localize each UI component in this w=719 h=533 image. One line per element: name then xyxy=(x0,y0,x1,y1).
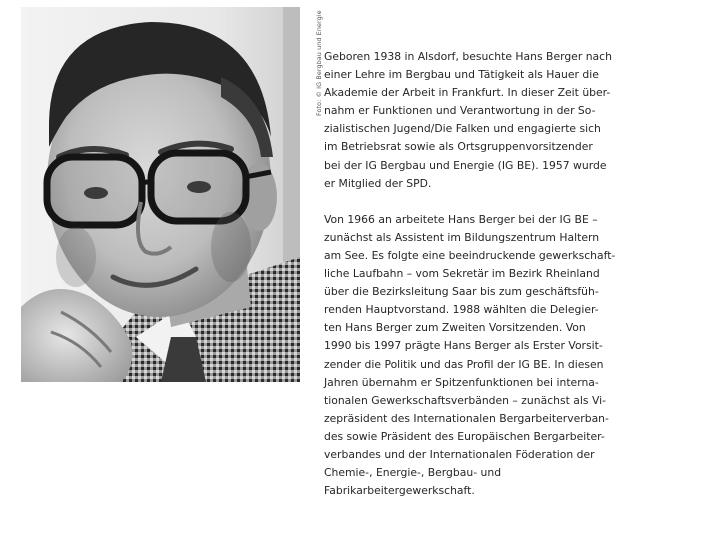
text-line: nahm er Funktionen und Verantwortung in der So- xyxy=(324,104,596,118)
bio-paragraph-2 xyxy=(324,211,614,501)
text-line: tionalen Gewerkschaftsverbänden – zunächst als Vi- xyxy=(324,393,607,407)
portrait-photo xyxy=(21,7,300,382)
text-line: zialistischen Jugend/Die Falken und engagierte sich xyxy=(324,122,601,136)
text-line: bei der IG Bergbau und Energie (IG BE). 1957 wurde xyxy=(324,158,607,172)
text-line: Jahren übernahm er Spitzenfunktionen bei interna- xyxy=(324,375,599,389)
text-line: zepräsident des Internationalen Bergarbeiterverban- xyxy=(324,411,609,425)
text-line: liche Laufbahn – vom Sekretär im Bezirk Rheinland xyxy=(324,267,600,281)
text-line: er Mitglied der SPD. xyxy=(324,176,432,190)
text-line: zender die Politik und das Profil der IG BE. In diesen xyxy=(324,357,604,371)
text-line: Akademie der Arbeit in Frankfurt. In dieser Zeit über- xyxy=(324,86,611,100)
text-line: Von 1966 an arbeitete Hans Berger bei der IG BE – xyxy=(324,212,598,226)
text-line: einer Lehre im Bergbau und Tätigkeit als Hauer die xyxy=(324,68,599,82)
photo-credit-text: Foto: © IG Bergbau und Energie xyxy=(315,10,323,116)
text-line: im Betriebsrat sowie als Ortsgruppenvorsitzender xyxy=(324,140,593,154)
text-line: Geboren 1938 in Alsdorf, besuchte Hans Berger nach xyxy=(324,50,612,63)
text-line: verbandes und der Internationalen Föderation der xyxy=(324,447,595,461)
text-line: renden Hauptvorstand. 1988 wählten die Delegier- xyxy=(324,303,599,317)
bio-paragraph-1 xyxy=(324,48,614,193)
text-line: Chemie-, Energie-, Bergbau- und xyxy=(324,466,502,480)
text-line: zunächst als Assistent im Bildungszentrum Haltern xyxy=(324,230,600,244)
text-line: 1990 bis 1997 prägte Hans Berger als Erster Vorsit- xyxy=(324,339,603,353)
text-line: des sowie Präsident des Europäischen Bergarbeiter- xyxy=(324,429,605,443)
biography-text xyxy=(324,48,614,500)
text-line: über die Bezirksleitung Saar bis zum geschäftsfüh- xyxy=(324,285,599,299)
photo-credit xyxy=(304,8,323,118)
text-line: ten Hans Berger zum Zweiten Vorsitzenden. Von xyxy=(324,321,586,335)
text-line: Fabrikarbeitergewerkschaft. xyxy=(324,484,475,498)
text-line: am See. Es folgte eine beeindruckende gewerkschaft- xyxy=(324,248,616,262)
